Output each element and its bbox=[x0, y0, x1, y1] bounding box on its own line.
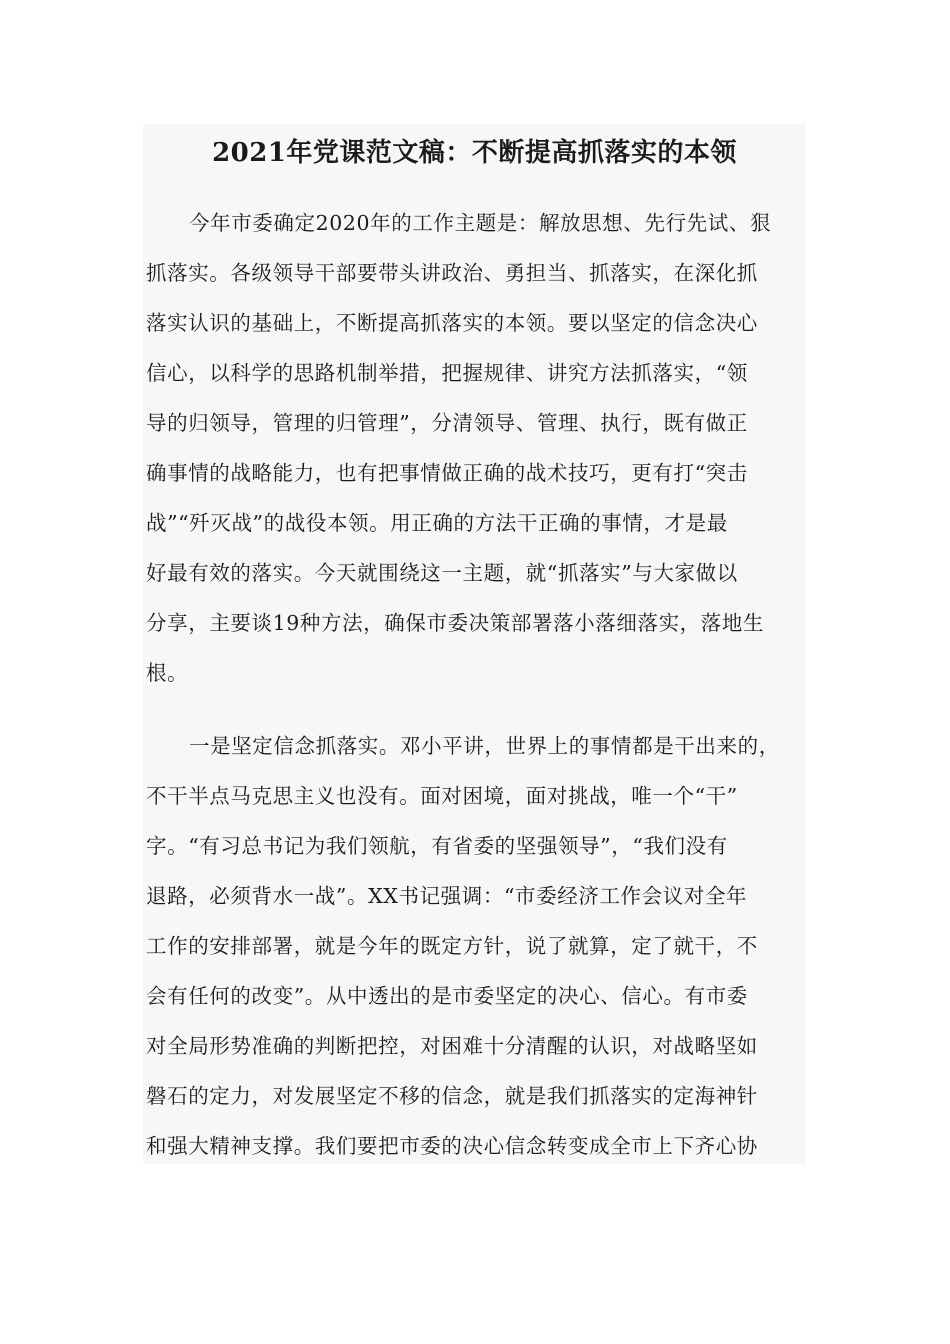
text-line: 抓落实。各级领导干部要带头讲政治、勇担当、抓落实，在深化抓 bbox=[146, 261, 758, 285]
text-line: 不干半点马克思主义也没有。面对困境，面对挑战，唯一个“干” bbox=[146, 784, 738, 808]
text-line: 磐石的定力，对发展坚定不移的信念，就是我们抓落实的定海神针 bbox=[146, 1084, 758, 1108]
text-line: 对全局形势准确的判断把控，对困难十分清醒的认识，对战略坚如 bbox=[146, 1034, 758, 1058]
text-line: 战”“歼灭战”的战役本领。用正确的方法干正确的事情，才是最 bbox=[146, 511, 728, 535]
text-line: 会有任何的改变”。从中透出的是市委坚定的决心、信心。有市委 bbox=[146, 984, 748, 1008]
text-line: 导的归领导，管理的归管理”，分清领导、管理、执行，既有做正 bbox=[146, 411, 748, 435]
text-line: 退路，必须背水一战”。XX书记强调：“市委经济工作会议对全年 bbox=[146, 884, 748, 908]
text-line: 分享，主要谈19种方法，确保市委决策部署落小落细落实，落地生 bbox=[146, 611, 765, 635]
text-line: 确事情的战略能力，也有把事情做正确的战术技巧，更有打“突击 bbox=[146, 461, 748, 485]
text-line: 一是坚定信念抓落实。邓小平讲，世界上的事情都是干出来的， bbox=[189, 734, 780, 758]
paragraph-first-method bbox=[146, 721, 806, 1171]
text-line: 好最有效的落实。今天就围绕这一主题，就“抓落实”与大家做以 bbox=[146, 561, 738, 585]
text-line: 落实认识的基础上，不断提高抓落实的本领。要以坚定的信念决心 bbox=[146, 311, 758, 335]
document-title: 2021年党课范文稿：不断提高抓落实的本领 bbox=[212, 138, 737, 168]
text-line: 工作的安排部署，就是今年的既定方针，说了就算，定了就干，不 bbox=[146, 934, 758, 958]
paragraph-intro bbox=[146, 198, 806, 698]
text-line: 今年市委确定2020年的工作主题是：解放思想、先行先试、狠 bbox=[189, 211, 772, 235]
text-line: 字。“有习总书记为我们领航，有省委的坚强领导”，“我们没有 bbox=[146, 834, 728, 858]
text-line: 根。 bbox=[146, 661, 189, 685]
text-line: 信心，以科学的思路机制举措，把握规律、讲究方法抓落实，“领 bbox=[146, 361, 748, 385]
text-line: 和强大精神支撑。我们要把市委的决心信念转变成全市上下齐心协 bbox=[146, 1134, 758, 1158]
